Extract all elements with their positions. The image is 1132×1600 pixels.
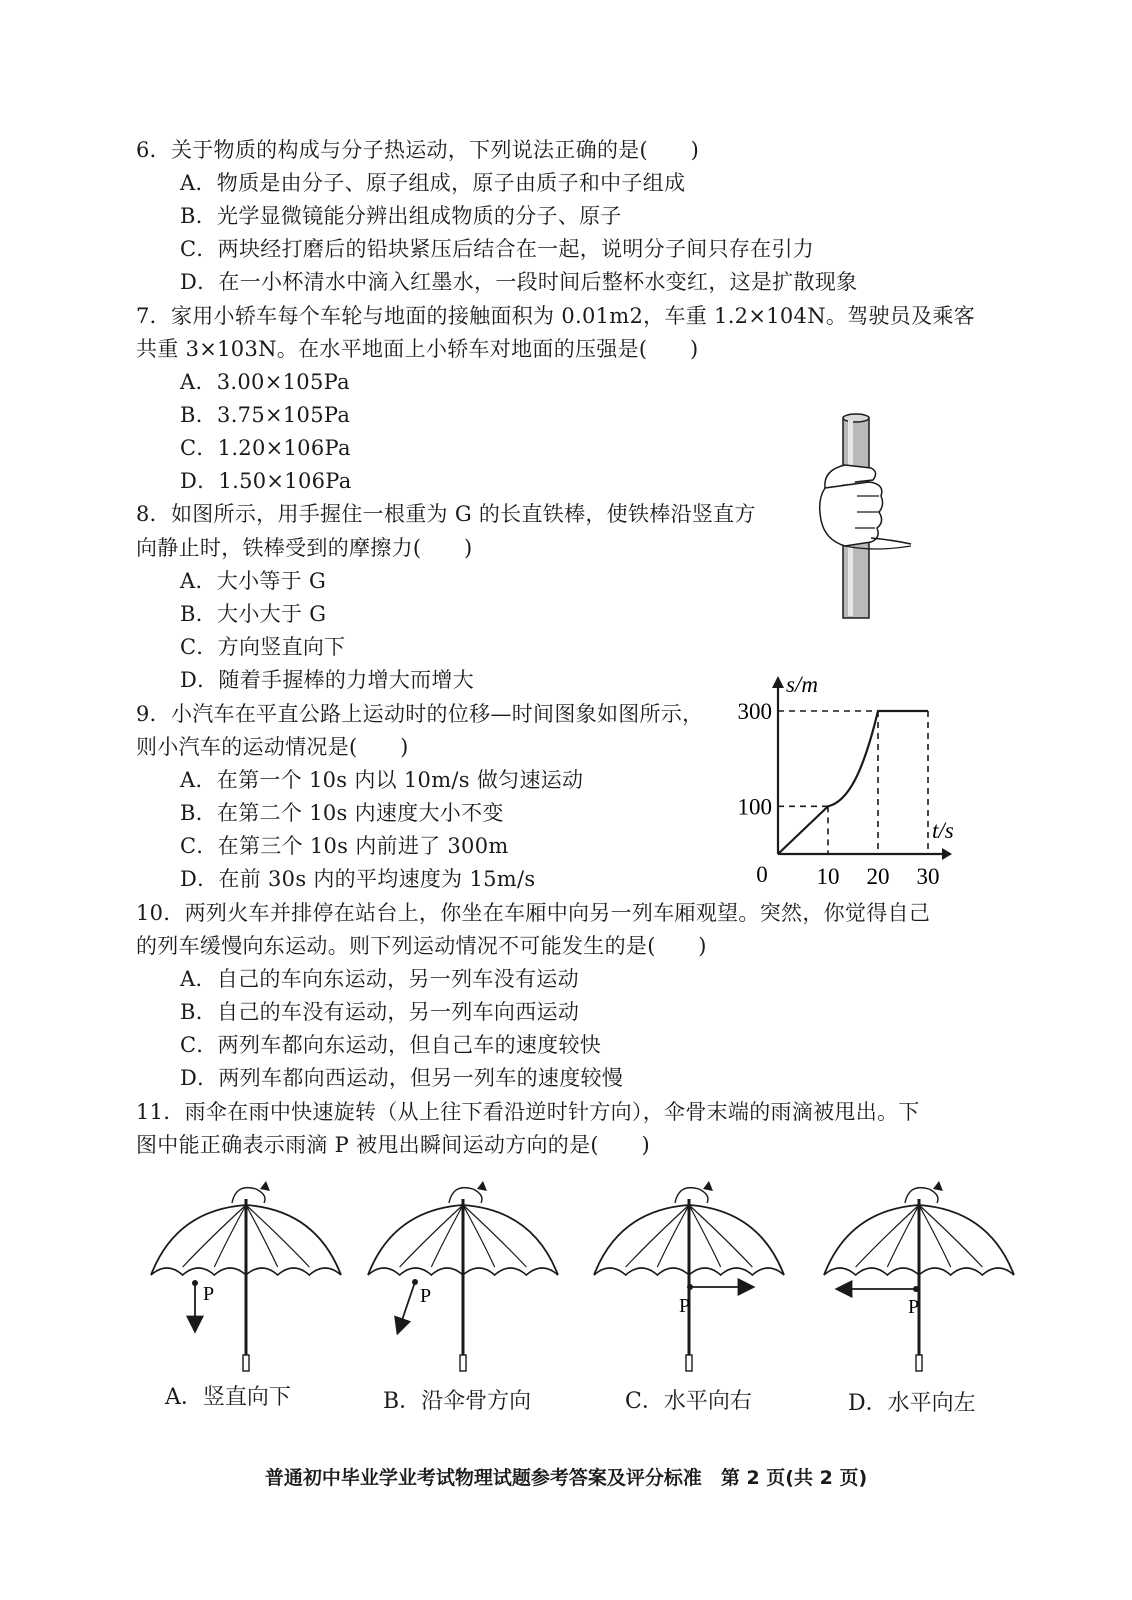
- q10-option-c: C．两列车都向东运动，但自己车的速度较快: [180, 1033, 602, 1057]
- umbrella-rib: [626, 1205, 689, 1267]
- raindrop-point: [412, 1279, 418, 1285]
- umbrella-caption-d: D．水平向左: [848, 1391, 976, 1416]
- q8-option-a: A．大小等于 G: [180, 569, 327, 593]
- q7-option-b: B．3.75×105Pa: [180, 403, 351, 427]
- umbrella-rib: [919, 1205, 982, 1267]
- umbrella-caption-c: C．水平向右: [625, 1389, 752, 1414]
- umbrella-rib: [689, 1205, 752, 1267]
- umbrella-handle: [243, 1355, 249, 1371]
- q7-option-a: A．3.00×105Pa: [180, 370, 350, 394]
- q6-option-a: A．物质是由分子、原子组成，原子由质子和中子组成: [180, 171, 686, 195]
- umbrella-rib: [214, 1205, 246, 1267]
- umbrella-rib: [183, 1205, 246, 1267]
- raindrop-label: P: [203, 1283, 215, 1305]
- y-tick-label: 300: [737, 699, 772, 724]
- q10-stem-line1: 10．两列火车并排停在站台上，你坐在车厢中向另一列车厢观望。突然，你觉得自己: [136, 901, 931, 925]
- q8-stem-line2: 向静止时，铁棒受到的摩擦力( ): [136, 536, 473, 560]
- umbrella-caption-b: B．沿伞骨方向: [383, 1389, 532, 1414]
- rotation-indicator-icon: [232, 1188, 265, 1203]
- umbrella-rib: [246, 1205, 309, 1267]
- q8-stem-line1: 8．如图所示，用手握住一根重为 G 的长直铁棒，使铁棒沿竖直方: [136, 502, 756, 526]
- displacement-time-chart: [720, 668, 980, 898]
- hand-grip-rod-figure: [815, 410, 925, 625]
- umbrella: [368, 1181, 558, 1371]
- rotation-indicator-icon: [905, 1188, 938, 1203]
- x-tick-label: 10: [816, 864, 840, 889]
- umbrella: [151, 1181, 341, 1371]
- umbrella-rib: [246, 1205, 278, 1267]
- rotation-indicator-icon: [675, 1188, 708, 1203]
- x-tick-label: 20: [866, 864, 890, 889]
- q10-option-d: D．两列车都向西运动，但另一列车的速度较慢: [180, 1066, 624, 1090]
- rotation-arrowhead-icon: [260, 1181, 270, 1191]
- umbrella-caption-a: A．竖直向下: [165, 1385, 291, 1410]
- q6-stem: 6．关于物质的构成与分子热运动，下列说法正确的是( ): [136, 138, 700, 162]
- q10-option-a: A．自己的车向东运动，另一列车没有运动: [180, 967, 579, 991]
- raindrop-point: [913, 1286, 919, 1292]
- q10-option-b: B．自己的车没有运动，另一列车向西运动: [180, 1000, 580, 1024]
- y-axis-arrow-icon: [772, 676, 784, 688]
- q9-option-d: D．在前 30s 内的平均速度为 15m/s: [180, 867, 536, 891]
- umbrella-handle: [686, 1355, 692, 1371]
- raindrop-direction-arrow: [398, 1282, 415, 1332]
- rotation-arrowhead-icon: [933, 1181, 943, 1191]
- q11-stem-line2: 图中能正确表示雨滴 P 被甩出瞬间运动方向的是( ): [136, 1133, 650, 1157]
- umbrella-rib: [400, 1205, 463, 1267]
- raindrop-label: P: [420, 1285, 432, 1307]
- q11-stem-line1: 11．雨伞在雨中快速旋转（从上往下看沿逆时针方向），伞骨末端的雨滴被甩出。下: [136, 1100, 920, 1124]
- q8-option-b: B．大小大于 G: [180, 602, 327, 626]
- q7-option-c: C．1.20×106Pa: [180, 436, 351, 460]
- raindrop-point: [687, 1284, 693, 1290]
- umbrella-rib: [657, 1205, 689, 1267]
- rotation-indicator-icon: [449, 1188, 482, 1203]
- umbrella-rib: [431, 1205, 463, 1267]
- q9-stem-line1: 9．小汽车在平直公路上运动时的位移—时间图象如图所示，: [136, 702, 704, 726]
- origin-label: 0: [756, 862, 768, 887]
- q8-option-c: C．方向竖直向下: [180, 635, 346, 659]
- raindrop-point: [192, 1280, 198, 1286]
- q8-option-d: D．随着手握棒的力增大而增大: [180, 668, 475, 692]
- q6-option-b: B．光学显微镜能分辨出组成物质的分子、原子: [180, 204, 622, 228]
- y-axis-label: s/m: [786, 672, 818, 697]
- umbrella-rib: [919, 1205, 951, 1267]
- y-tick-label: 100: [737, 794, 772, 820]
- x-axis-arrow-icon: [942, 848, 952, 860]
- q6-option-d: D．在一小杯清水中滴入红墨水，一段时间后整杯水变红，这是扩散现象: [180, 270, 858, 294]
- umbrella-handle: [916, 1355, 922, 1371]
- q9-option-b: B．在第二个 10s 内速度大小不变: [180, 801, 504, 825]
- umbrella: [594, 1181, 784, 1371]
- q10-stem-line2: 的列车缓慢向东运动。则下列运动情况不可能发生的是( ): [136, 934, 707, 958]
- page-footer: 普通初中毕业学业考试物理试题参考答案及评分标准 第 2 页(共 2 页): [264, 1467, 868, 1489]
- raindrop-label: P: [908, 1296, 920, 1318]
- q7-option-d: D．1.50×106Pa: [180, 469, 352, 493]
- raindrop-label: P: [679, 1295, 691, 1317]
- umbrella-rib: [463, 1205, 495, 1267]
- q6-option-c: C．两块经打磨后的铅块紧压后结合在一起，说明分子间只存在引力: [180, 237, 815, 261]
- rotation-arrowhead-icon: [477, 1181, 487, 1191]
- q7-stem-line1: 7．家用小轿车每个车轮与地面的接触面积为 0.01m2，车重 1.2×104N。驾驶员及乘客: [136, 304, 975, 328]
- umbrella-rib: [856, 1205, 919, 1267]
- x-tick-label: 30: [916, 864, 940, 889]
- umbrella-rib: [689, 1205, 721, 1267]
- q7-stem-line2: 共重 3×103N。在水平地面上小轿车对地面的压强是( ): [136, 337, 699, 361]
- q9-option-a: A．在第一个 10s 内以 10m/s 做匀速运动: [180, 768, 584, 792]
- umbrella-rib: [887, 1205, 919, 1267]
- q9-stem-line2: 则小汽车的运动情况是( ): [136, 735, 409, 759]
- rotation-arrowhead-icon: [703, 1181, 713, 1191]
- umbrella-handle: [460, 1355, 466, 1371]
- umbrella-rib: [463, 1205, 526, 1267]
- series-line-s-t: [778, 711, 928, 854]
- umbrella: [824, 1181, 1014, 1371]
- x-axis-label: t/s: [932, 818, 954, 843]
- q9-option-c: C．在第三个 10s 内前进了 300m: [180, 834, 509, 858]
- umbrella-figures: [0, 1175, 1132, 1405]
